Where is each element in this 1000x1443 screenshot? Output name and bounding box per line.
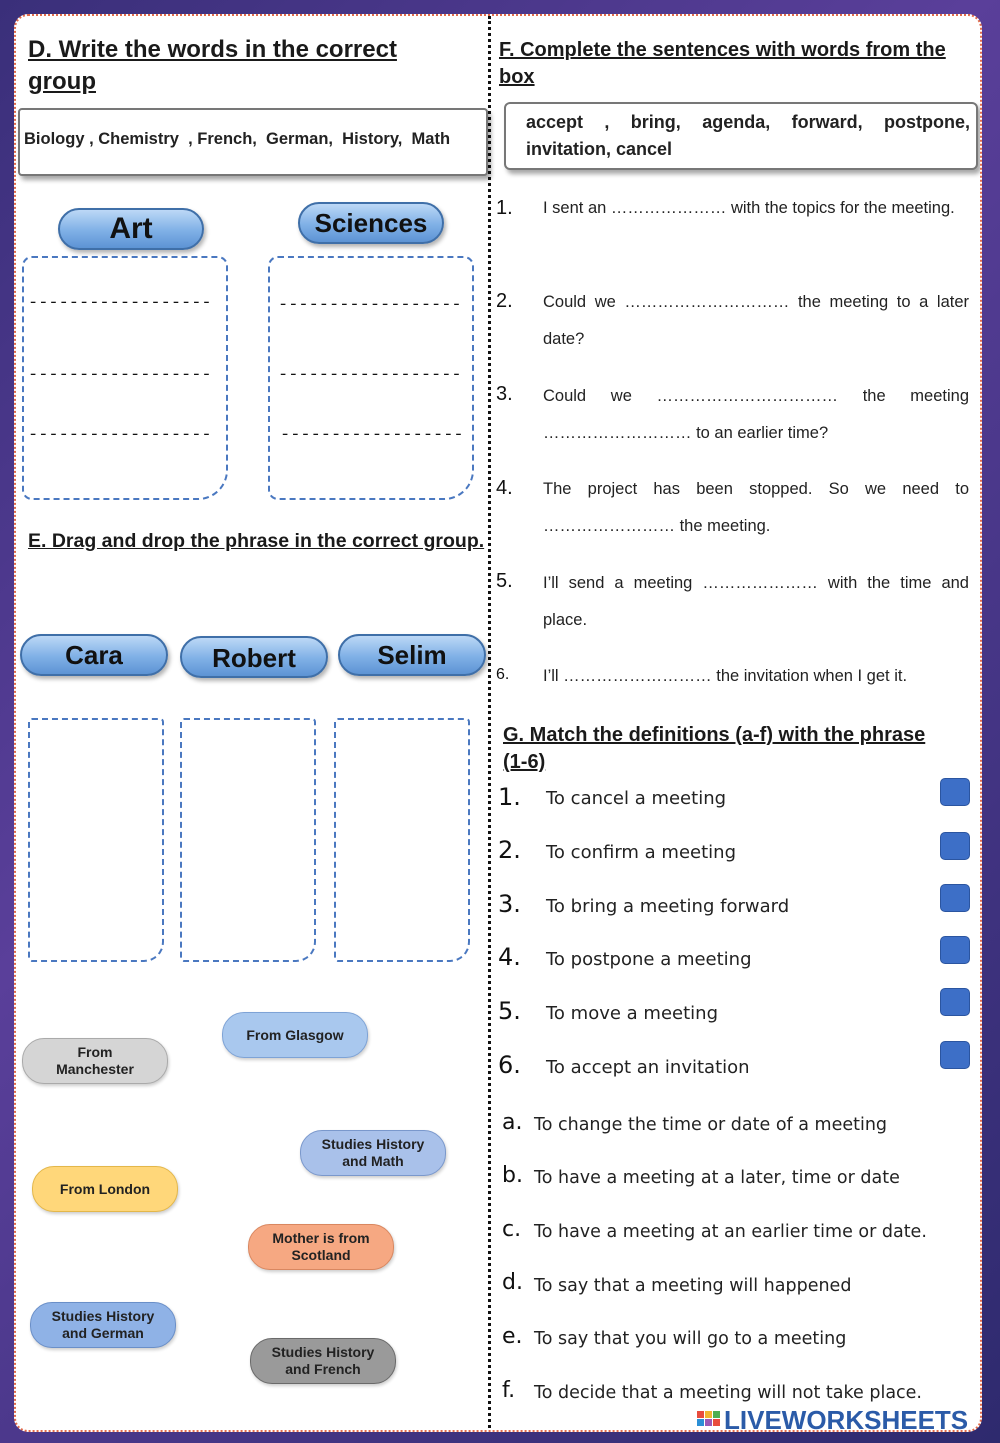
liveworksheets-logo: LIVEWORKSHEETS [724, 1405, 969, 1435]
phrase-chip[interactable]: From Manchester [22, 1038, 168, 1084]
answer-box[interactable] [940, 884, 970, 912]
answer-box[interactable] [940, 778, 970, 806]
section-g-title: G. Match the definitions (a-f) with the phrase (1-6) [503, 724, 926, 773]
phrase-chip[interactable]: Studies History and Math [300, 1130, 446, 1176]
sentence-number: 3. [496, 383, 513, 405]
phrase-text: To accept an invitation [546, 1057, 750, 1078]
sentence-text[interactable]: I’ll send a meeting ………………… with the time and place. [543, 574, 969, 629]
drop-zone-selim[interactable] [334, 718, 470, 962]
group-cara-label: Cara [20, 634, 168, 676]
sentence-text[interactable]: I sent an ………………… with the topics for the meeting. [543, 199, 955, 217]
answer-line[interactable]: ------------------ [28, 366, 212, 385]
phrase-number: 2. [498, 836, 521, 864]
phrase-text: To confirm a meeting [546, 842, 736, 863]
phrase-number: 1. [498, 783, 521, 811]
phrase-chip[interactable]: Studies History and French [250, 1338, 396, 1384]
answer-box[interactable] [940, 988, 970, 1016]
definition-text: To change the time or date of a meeting [534, 1115, 888, 1135]
answer-box[interactable] [940, 832, 970, 860]
sentence-text[interactable]: Could we …………………………… the meeting ……………………… to an earlier time? [543, 387, 969, 442]
phrase-number: 5. [498, 997, 521, 1025]
sentence-number: 6. [496, 666, 510, 683]
worksheet [14, 14, 982, 1432]
drop-zone-robert[interactable] [180, 718, 316, 962]
answer-box[interactable] [940, 936, 970, 964]
definition-letter: a. [502, 1110, 523, 1135]
group-selim-label: Selim [338, 634, 486, 676]
section-d-title: D. Write the words in the correct group [28, 36, 397, 95]
definition-text: To have a meeting at a later, time or date [534, 1168, 900, 1188]
sentence-text[interactable]: The project has been stopped. So we need to …………………… the meeting. [543, 480, 969, 535]
section-e-title: E. Drag and drop the phrase in the correct group. [28, 530, 485, 552]
section-f-title: F. Complete the sentences with words from the box [499, 39, 946, 88]
phrase-chip[interactable]: Studies History and German [30, 1302, 176, 1348]
answer-box[interactable] [940, 1041, 970, 1069]
definition-letter: c. [502, 1217, 522, 1242]
definition-text: To say that you will go to a meeting [534, 1329, 847, 1349]
definition-text: To say that a meeting will happened [534, 1276, 852, 1296]
group-art-label: Art [58, 208, 204, 250]
definition-letter: e. [502, 1324, 523, 1349]
phrase-text: To postpone a meeting [546, 949, 752, 970]
phrase-chip[interactable]: From London [32, 1166, 178, 1212]
answer-line[interactable]: ------------------ [280, 426, 464, 445]
definition-letter: b. [502, 1163, 523, 1188]
phrase-number: 3. [498, 890, 521, 918]
sentence-number: 4. [496, 477, 513, 499]
phrase-number: 6. [498, 1051, 521, 1079]
section-d-word-box: Biology , Chemistry , French, German, History, Math [18, 108, 488, 176]
drop-zone-cara[interactable] [28, 718, 164, 962]
liveworksheets-logo-icon [697, 1411, 721, 1433]
phrase-text: To bring a meeting forward [546, 896, 790, 917]
sentence-number: 1. [496, 197, 513, 219]
phrase-text: To move a meeting [546, 1003, 718, 1024]
sentence-number: 5. [496, 570, 513, 592]
column-divider [488, 16, 491, 1432]
phrase-text: To cancel a meeting [546, 788, 727, 809]
definition-letter: f. [502, 1378, 516, 1403]
phrase-chip[interactable]: Mother is from Scotland [248, 1224, 394, 1270]
phrase-number: 4. [498, 943, 521, 971]
sentence-text[interactable]: Could we ………………………… the meeting to a later date? [543, 293, 969, 348]
section-f-word-box: accept , bring, agenda, forward, postpone, invitation, cancel [504, 102, 978, 170]
definition-text: To decide that a meeting will not take place. [534, 1383, 922, 1403]
sentence-number: 2. [496, 290, 513, 312]
answer-line[interactable]: ------------------ [278, 296, 462, 315]
sentence-text[interactable]: I’ll ……………………… the invitation when I get it. [543, 667, 908, 685]
group-sciences-label: Sciences [298, 202, 444, 244]
definition-text: To have a meeting at an earlier time or date. [534, 1222, 927, 1242]
answer-line[interactable]: ------------------ [278, 366, 462, 385]
phrase-chip[interactable]: From Glasgow [222, 1012, 368, 1058]
definition-letter: d. [502, 1270, 523, 1295]
group-robert-label: Robert [180, 636, 328, 678]
answer-line[interactable]: ------------------ [28, 426, 212, 445]
answer-line[interactable]: ------------------ [28, 294, 212, 313]
